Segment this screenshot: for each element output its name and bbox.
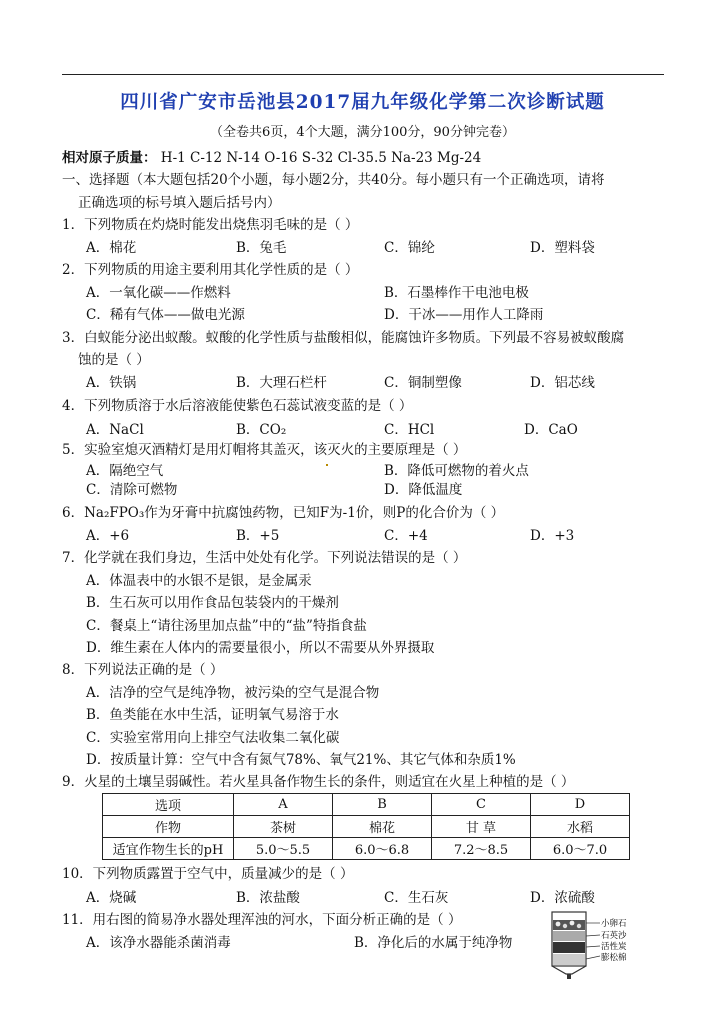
atomic-mass-label: 相对原子质量： — [62, 150, 157, 166]
table-cell: B — [333, 794, 432, 816]
question-stem: 7．化学就在我们身边，生活中处处有化学。下列说法错误的是（ ） — [62, 550, 467, 566]
option: B．浓盐酸 — [236, 890, 300, 906]
question-stem: 3．白蚁能分泌出蚁酸。蚁酸的化学性质与盐酸相似，能腐蚀许多物质。下列最不容易被蚁酸腐 — [62, 330, 625, 346]
option: A．一氧化碳——作燃料 — [86, 285, 231, 301]
option: C．铜制塑像 — [384, 375, 462, 391]
option: C．餐桌上“请往汤里加点盐”中的“盐”特指食盐 — [86, 618, 367, 634]
option: A．+6 — [86, 528, 130, 544]
option: D．浓硫酸 — [530, 890, 595, 906]
option: C．+4 — [384, 528, 428, 544]
table-cell: 作物 — [103, 816, 234, 838]
atomic-mass-line — [62, 146, 481, 166]
option: C．生石灰 — [384, 890, 449, 906]
question-stem: 6．Na₂FPO₃作为牙膏中抗腐蚀药物，已知F为-1价，则P的化合价为（ ） — [62, 505, 505, 521]
table-cell: A — [234, 794, 333, 816]
option: D．+3 — [530, 528, 575, 544]
option: A．棉花 — [86, 240, 137, 256]
option: B．兔毛 — [236, 240, 287, 256]
question-stem: 1．下列物质在灼烧时能发出烧焦羽毛味的是（ ） — [62, 217, 359, 233]
option: B．CO₂ — [236, 422, 287, 438]
option: A．该净水器能杀菌消毒 — [86, 935, 231, 951]
page-title: 四川省广安市岳池县2017届九年级化学第二次诊断试题 — [120, 92, 605, 113]
table-cell: 5.0～5.5 — [234, 838, 333, 860]
option: C．稀有气体——做电光源 — [86, 307, 245, 323]
option: D．维生素在人体内的需要量很小，所以不需要从外界摄取 — [86, 640, 435, 656]
section-heading-cont: 正确选项的标号填入题后括号内） — [78, 195, 281, 211]
header-rule — [62, 74, 664, 75]
filter-label: 活性炭 — [601, 942, 627, 952]
section-heading: 一、选择题（本大题包括20个小题，每小题2分，共40分。每小题只有一个正确选项，请将 — [62, 172, 605, 188]
option: C．实验室常用向上排空气法收集二氧化碳 — [86, 730, 340, 746]
option: B．净化后的水属于纯净物 — [354, 935, 513, 951]
option: C．HCl — [384, 422, 435, 438]
atomic-mass-values: H-1 C-12 N-14 O-16 S-32 Cl-35.5 Na-23 Mg-24 — [160, 150, 482, 166]
table-cell: 选项 — [103, 794, 234, 816]
option: B．生石灰可以用作食品包装袋内的干燥剂 — [86, 595, 339, 611]
option: B．鱼类能在水中生活，证明氧气易溶于水 — [86, 707, 339, 723]
option: D．干冰——用作人工降雨 — [384, 307, 544, 323]
question-stem: 11．用右图的简易净水器处理浑浊的河水，下面分析正确的是（ ） — [62, 912, 462, 928]
water-filter-diagram — [546, 910, 646, 980]
option: D．塑料袋 — [530, 240, 595, 256]
table-cell: 6.0～7.0 — [531, 838, 630, 860]
option: C．锦纶 — [384, 240, 435, 256]
option: B．大理石栏杆 — [236, 375, 327, 391]
question-stem: 5．实验室熄灭酒精灯是用灯帽将其盖灭，该灭火的主要原理是（ ） — [62, 442, 467, 458]
option: A．NaCl — [86, 422, 144, 438]
table-cell: 适宜作物生长的pH — [103, 838, 234, 860]
option: B．石墨棒作干电池电极 — [384, 285, 529, 301]
question-stem: 4．下列物质溶于水后溶液能使紫色石蕊试液变蓝的是（ ） — [62, 398, 413, 414]
table-row — [103, 794, 630, 816]
option: B．降低可燃物的着火点 — [384, 463, 529, 479]
option: B．+5 — [236, 528, 280, 544]
option: C．清除可燃物 — [86, 482, 178, 498]
option: D．降低温度 — [384, 482, 463, 498]
ph-table — [102, 793, 630, 860]
option: A．洁净的空气是纯净物，被污染的空气是混合物 — [86, 685, 380, 701]
option: A．体温表中的水银不是银，是金属汞 — [86, 573, 312, 589]
table-cell: 7.2～8.5 — [432, 838, 531, 860]
table-cell: 6.0～6.8 — [333, 838, 432, 860]
stray-dot — [326, 464, 328, 466]
table-cell: C — [432, 794, 531, 816]
option: A．隔绝空气 — [86, 463, 164, 479]
table-cell: 棉花 — [333, 816, 432, 838]
table-row — [103, 838, 630, 860]
table-row — [103, 816, 630, 838]
option: D．铝芯线 — [530, 375, 595, 391]
question-stem: 10．下列物质露置于空气中，质量减少的是（ ） — [62, 866, 354, 882]
question-stem: 2．下列物质的用途主要利用其化学性质的是（ ） — [62, 262, 359, 278]
option: D．按质量计算：空气中含有氮气78%、氧气21%、其它气体和杂质1% — [86, 752, 516, 768]
page-subtitle: （全卷共6页，4个大题，满分100分，90分钟完卷） — [210, 125, 515, 140]
option: A．铁锅 — [86, 375, 137, 391]
table-cell: D — [531, 794, 630, 816]
table-cell: 甘 草 — [432, 816, 531, 838]
question-stem-cont: 蚀的是（ ） — [78, 352, 150, 368]
filter-label: 石英沙 — [601, 931, 627, 941]
question-stem: 9．火星的土壤呈弱碱性。若火星具备作物生长的条件，则适宜在火星上种植的是（ ） — [62, 774, 575, 790]
table-cell: 茶树 — [234, 816, 333, 838]
option: D．CaO — [524, 422, 578, 438]
filter-label: 膨松棉 — [601, 953, 627, 963]
question-stem: 8．下列说法正确的是（ ） — [62, 662, 224, 678]
table-cell: 水稻 — [531, 816, 630, 838]
option: A．烧碱 — [86, 890, 137, 906]
filter-label: 小卵石 — [601, 919, 627, 929]
